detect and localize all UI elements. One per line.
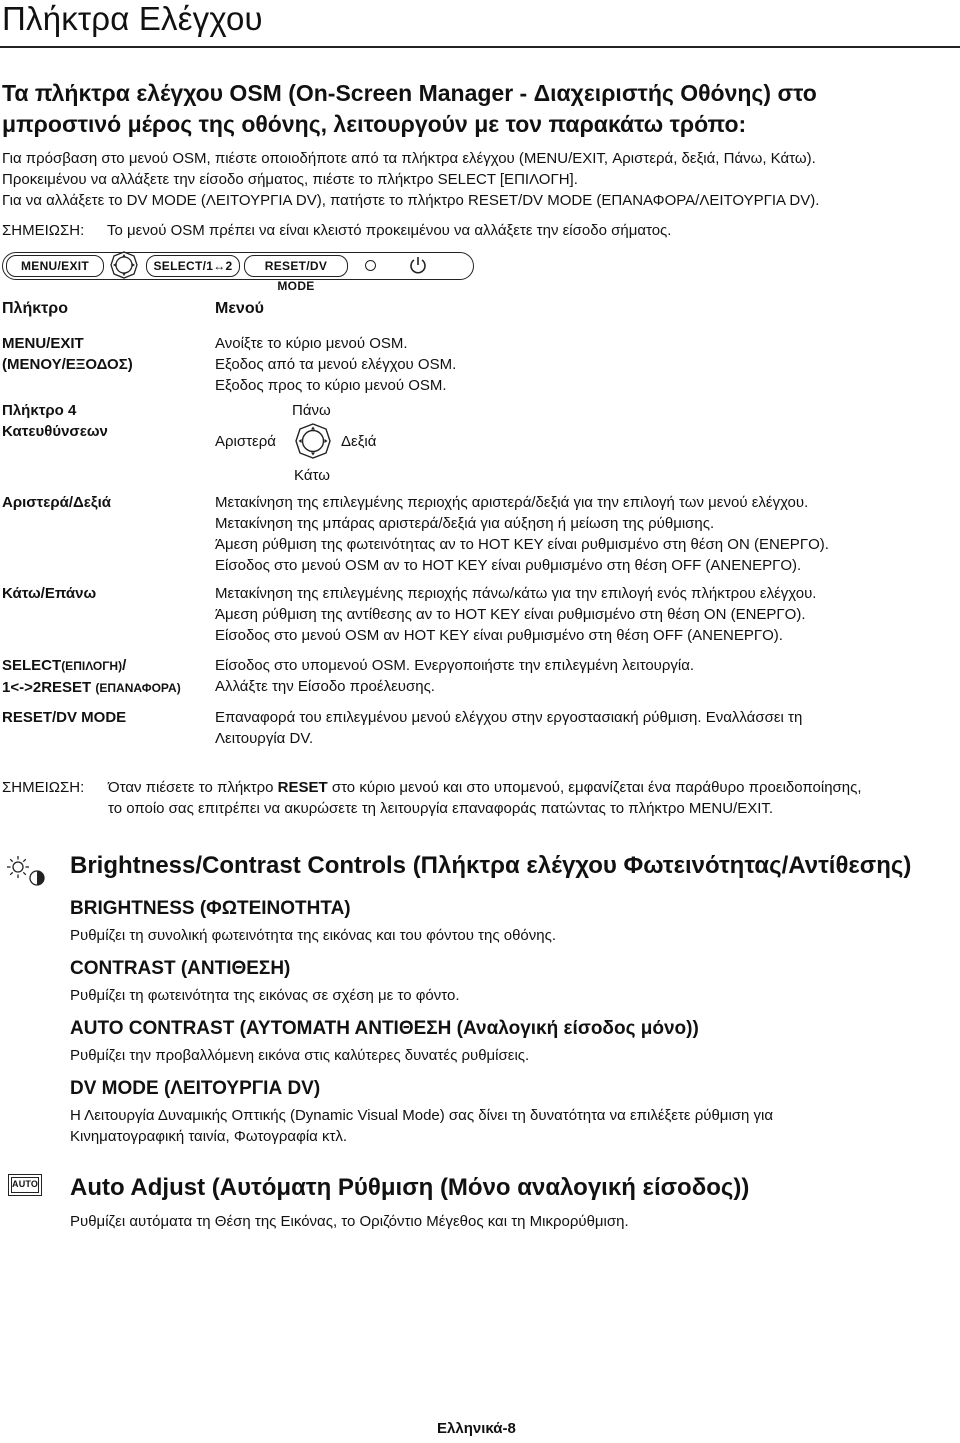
body-line: Ρυθμίζει τη φωτεινότητα της εικόνας σε σχέση με το φόντο. (70, 987, 460, 1004)
direction-right-label: Δεξιά (341, 433, 377, 450)
intro-line: Για πρόσβαση στο μενού OSM, πιέστε οποιοδήποτε από τα πλήκτρα ελέγχου (MENU/EXIT, Αριστερά, δεξιά, Πάνω, Κάτω). (2, 150, 816, 167)
menu-line: Μετακίνηση της μπάρας αριστερά/δεξιά για αύξηση ή μείωση της ρύθμισης. (215, 515, 715, 532)
menu-down-up (215, 583, 960, 646)
select-button: SELECT/1↔2 (146, 255, 240, 277)
menu-select (215, 655, 960, 697)
note-text (108, 777, 908, 819)
note-signal (2, 220, 671, 241)
menu-line: Είσοδος στο υπομενού OSM. Ενεργοποιήστε την επιλεγμένη λειτουργία. (215, 657, 695, 674)
key-line (2, 677, 207, 699)
dv-mode-text (70, 1105, 960, 1147)
menu-line: Αλλάξτε την Είσοδο προέλευσης. (215, 678, 435, 695)
key-line (2, 655, 207, 677)
brightness-heading: BRIGHTNESS (ΦΩΤΕΙΝΟΤΗΤΑ) (70, 898, 351, 919)
contrast-text (70, 985, 960, 1006)
body-line: Ρυθμίζει τη συνολική φωτεινότητα της εικόνας και του φόντου της οθόνης. (70, 927, 556, 944)
note-label: ΣΗΜΕΙΩΣΗ: (2, 222, 85, 239)
menu-line: Μετακίνηση της επιλεγμένης περιοχής πάνω/κάτω για την επιλογή ενός πλήκτρου ελέγχου. (215, 585, 817, 602)
brightness-text (70, 925, 960, 946)
menu-left-right (215, 492, 960, 576)
key-down-up: Κάτω/Επάνω (2, 585, 97, 602)
auto-adjust-icon (8, 1174, 42, 1196)
subtitle-line: μπροστινό μέρος της οθόνης, λειτουργούν με τον παρακάτω τρόπο: (2, 111, 747, 137)
menu-line: Άμεση ρύθμιση της αντίθεσης αν το HOT KEY είναι ρυθμισμένο στη θέση ON (ΕΝΕΡΓΟ). (215, 606, 806, 623)
key-reset-dv: RESET/DV MODE (2, 709, 127, 726)
note-fragment: Όταν πιέσετε το πλήκτρο (108, 779, 278, 796)
menu-menu-exit (215, 333, 960, 396)
menu-exit-button: MENU/EXIT (6, 255, 104, 277)
led-indicator-icon (365, 260, 376, 271)
key-line: MENU/EXIT (2, 335, 84, 352)
key-line: Πλήκτρο 4 (2, 402, 77, 419)
menu-reset-dv (215, 707, 960, 749)
subtitle (2, 78, 960, 140)
key-text: 1<->2RESET (2, 679, 96, 696)
key-menu-exit (2, 333, 207, 375)
menu-line: Εξοδος από τα μενού ελέγχου OSM. (215, 356, 457, 373)
four-way-joystick-icon (295, 423, 331, 459)
contrast-heading: CONTRAST (ΑΝΤΙΘΕΣΗ) (70, 958, 291, 979)
key-line: Κατευθύνσεων (2, 423, 108, 440)
menu-line: Επαναφορά του επιλεγμένου μενού ελέγχου στην εργοστασιακή ρύθμιση. Εναλλάσσει τη (215, 709, 803, 726)
menu-column-header: Μενού (215, 300, 264, 317)
note-fragment: RESET (277, 779, 328, 796)
title-divider (0, 46, 960, 48)
menu-line: Είσοδος στο μενού OSM αν το HOT KEY είναι ρυθμισμένο στη θέση OFF (ΑΝΕΝΕΡΓΟ). (215, 557, 802, 574)
auto-contrast-heading: AUTO CONTRAST (ΑΥΤΟΜΑΤΗ ΑΝΤΙΘΕΣΗ (Αναλογική είσοδος μόνο)) (70, 1018, 699, 1039)
menu-line: Ανοίξτε το κύριο μενού OSM. (215, 335, 408, 352)
intro-line: Προκειμένου να αλλάξετε την είσοδο σήματος, πιέστε το πλήκτρο SELECT [ΕΠΙΛΟΓΗ]. (2, 171, 578, 188)
brightness-contrast-icon (4, 855, 46, 887)
note-line: το οποίο σας επιτρέπει να ακυρώσετε τη λειτουργία επαναφοράς πατώντας το πλήκτρο MENU/EXIT. (108, 800, 774, 817)
power-icon (408, 255, 428, 275)
joystick-icon (110, 251, 138, 279)
note-fragment: στο κύριο μενού και στο υπομενού, εμφανίζεται ένα παράθυρο προειδοποίησης, (327, 779, 862, 796)
page-footer: Ελληνικά-8 (437, 1420, 516, 1437)
note-text: Το μενού OSM πρέπει να είναι κλειστό προκειμένου να αλλάξετε την είσοδο σήματος. (107, 222, 672, 239)
key-column-header: Πλήκτρο (2, 300, 68, 317)
key-text: SELECT (2, 657, 62, 674)
menu-line: Είσοδος στο μενού OSM αν HOT KEY είναι ρυθμισμένο στη θέση OFF (ΑΝΕΝΕΡΓΟ). (215, 627, 783, 644)
key-line: (ΜΕΝΟΥ/ΕΞΟΔΟΣ) (2, 356, 133, 373)
reset-dv-button: RESET/DV MODE (244, 255, 348, 277)
page-title: Πλήκτρα Ελέγχου (2, 0, 263, 37)
direction-up-label: Πάνω (292, 402, 331, 419)
auto-adjust-text (70, 1211, 960, 1232)
auto-contrast-text (70, 1045, 960, 1066)
subtitle-line: Τα πλήκτρα ελέγχου OSM (On-Screen Manager - Διαχειριστής Οθόνης) στο (2, 80, 817, 106)
brightness-section-title: Brightness/Contrast Controls (Πλήκτρα ελέγχου Φωτεινότητας/Αντίθεσης) (70, 852, 912, 879)
direction-down-label: Κάτω (294, 467, 330, 484)
intro-line: Για να αλλάξετε το DV MODE (ΛΕΙΤΟΥΡΓΙΑ DV), πατήστε το πλήκτρο RESET/DV MODE (ΕΠΑΝΑΦΟΡΑ/ΛΕΙΤΟΥΡΓΙΑ DV). (2, 192, 820, 209)
dv-mode-heading: DV MODE (ΛΕΙΤΟΥΡΓΙΑ DV) (70, 1078, 321, 1099)
intro-text (2, 148, 960, 211)
note-label: ΣΗΜΕΙΩΣΗ: (2, 779, 85, 796)
key-text: (ΕΠΑΝΑΦΟΡΑ) (95, 681, 181, 695)
menu-line: Λειτουργία DV. (215, 730, 314, 747)
body-line: Κινηματογραφική ταινία, Φωτογραφία κτλ. (70, 1128, 348, 1145)
body-line: Η Λειτουργία Δυναμικής Οπτικής (Dynamic Visual Mode) σας δίνει τη δυνατότητα να επιλέξετε ρύθμιση για (70, 1107, 774, 1124)
body-line: Ρυθμίζει αυτόματα τη Θέση της Εικόνας, το Οριζόντιο Μέγεθος και τη Μικρορύθμιση. (70, 1213, 629, 1230)
key-four-direction (2, 400, 207, 442)
menu-line: Μετακίνηση της επιλεγμένης περιοχής αριστερά/δεξιά για την επιλογή των μενού ελέγχου. (215, 494, 809, 511)
menu-line: Άμεση ρύθμιση της φωτεινότητας αν το HOT KEY είναι ρυθμισμένο στη θέση ON (ΕΝΕΡΓΟ). (215, 536, 829, 553)
auto-adjust-section-title: Auto Adjust (Αυτόματη Ρύθμιση (Μόνο αναλογική είσοδος)) (70, 1174, 750, 1201)
key-select (2, 655, 207, 699)
key-text: (ΕΠΙΛΟΓΗ) (61, 659, 123, 673)
control-panel-diagram (2, 252, 474, 293)
auto-icon-label: AUTO (11, 1177, 39, 1193)
key-text: / (122, 657, 127, 674)
note-line (108, 777, 908, 798)
key-left-right: Αριστερά/Δεξιά (2, 494, 111, 511)
menu-line: Εξοδος προς το κύριο μενού OSM. (215, 377, 447, 394)
direction-left-label: Αριστερά (215, 433, 276, 450)
body-line: Ρυθμίζει την προβαλλόμενη εικόνα στις καλύτερες δυνατές ρυθμίσεις. (70, 1047, 530, 1064)
